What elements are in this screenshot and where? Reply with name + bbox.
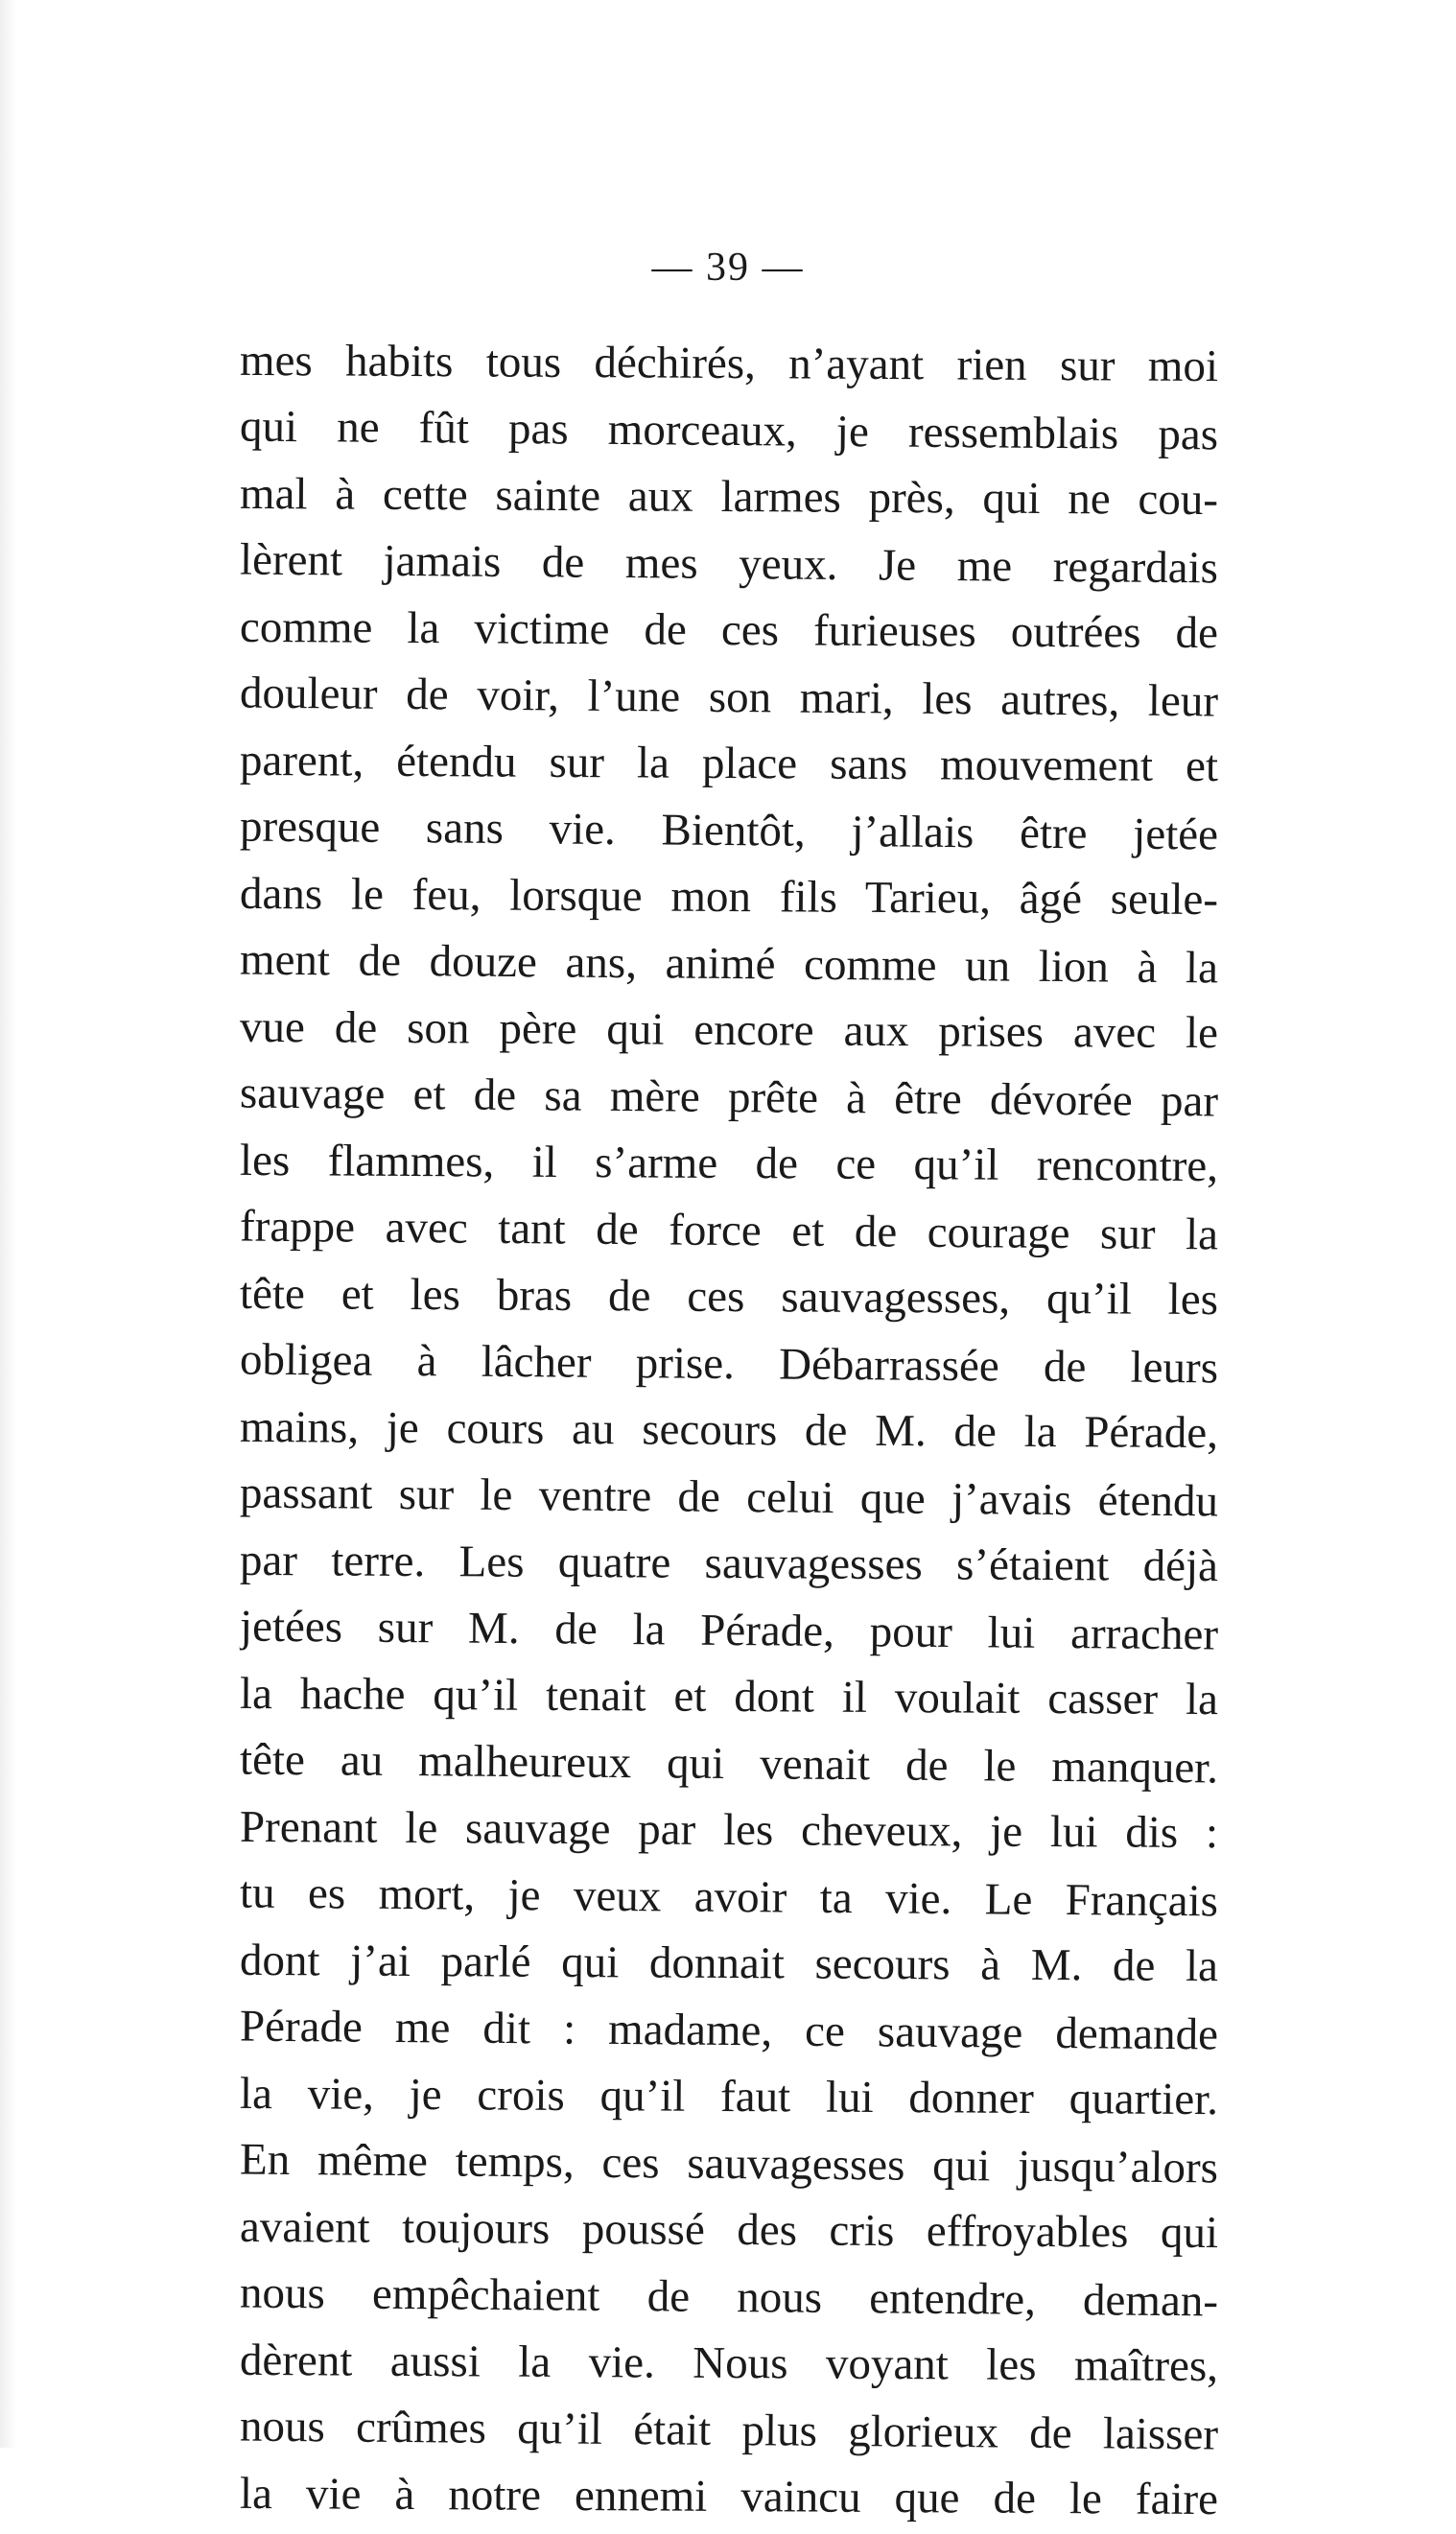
body-text <box>240 331 1218 2531</box>
text-line: mal à cette sainte aux larmes près, qui ne cou- <box>239 468 1219 526</box>
text-line: les flammes, il s’arme de ce qu’il rencontre, <box>239 1135 1219 1192</box>
text-line: comme la victime de ces furieuses outrées de <box>239 601 1219 659</box>
text-line: mains, je cours au secours de M. de la Pérade, <box>239 1401 1219 1459</box>
text-line: par terre. Les quatre sauvagesses s’étaient déjà <box>239 1535 1219 1592</box>
text-line: la vie, je crois qu’il faut lui donner quartier. <box>239 2068 1219 2125</box>
text-line: la vie à notre ennemi vaincu que de le faire <box>239 2468 1219 2525</box>
text-line: passant sur le ventre de celui que j’avais étendu <box>239 1467 1219 1526</box>
text-line: vue de son père qui encore aux prises avec le <box>239 1001 1219 1059</box>
page-number: — 39 — <box>651 246 805 290</box>
text-line: nous empêchaient de nous entendre, deman- <box>239 2267 1219 2326</box>
text-line: presque sans vie. Bientôt, j’allais être jetée <box>239 801 1219 859</box>
text-line: dans le feu, lorsque mon fils Tarieu, âgé seule- <box>239 868 1219 926</box>
page-gutter-shadow <box>0 0 17 2448</box>
text-line: la hache qu’il tenait et dont il voulait casser la <box>239 1668 1219 1725</box>
text-line: dont j’ai parlé qui donnait secours à M. de la <box>239 1935 1219 1992</box>
text-line: En même temps, ces sauvagesses qui jusqu’alors <box>239 2134 1219 2193</box>
text-line: tête et les bras de ces sauvagesses, qu’il les <box>239 1268 1219 1326</box>
text-line: avaient toujours poussé des cris effroyables qui <box>239 2201 1219 2259</box>
text-line: mes habits tous déchirés, n’ayant rien sur moi <box>239 335 1219 392</box>
text-line: dèrent aussi la vie. Nous voyant les maîtres, <box>239 2335 1219 2392</box>
text-line: jetées sur M. de la Pérade, pour lui arracher <box>239 1601 1219 1659</box>
text-line: obligea à lâcher prise. Débarrassée de leurs <box>239 1334 1219 1393</box>
text-line: frappe avec tant de force et de courage sur la <box>239 1201 1219 1259</box>
text-line: Prenant le sauvage par les cheveux, je lui dis : <box>239 1801 1219 1859</box>
text-line: lèrent jamais de mes yeux. Je me regardais <box>239 534 1219 593</box>
text-line: ment de douze ans, animé comme un lion à la <box>239 934 1219 993</box>
text-line: qui ne fût pas morceaux, je ressemblais pas <box>239 401 1219 459</box>
text-line: sauvage et de sa mère prête à être dévorée par <box>239 1068 1219 1126</box>
text-line: tête au malheureux qui venait de le manquer. <box>239 1734 1219 1793</box>
text-line: nous crûmes qu’il était plus glorieux de laisser <box>239 2401 1219 2459</box>
text-line: tu es mort, je veux avoir ta vie. Le Français <box>239 1867 1219 1926</box>
text-line: Pérade me dit : madame, ce sauvage demande <box>239 2001 1219 2059</box>
text-line: douleur de voir, l’une son mari, les autres, leur <box>239 668 1219 726</box>
text-line: parent, étendu sur la place sans mouvement et <box>239 735 1219 792</box>
